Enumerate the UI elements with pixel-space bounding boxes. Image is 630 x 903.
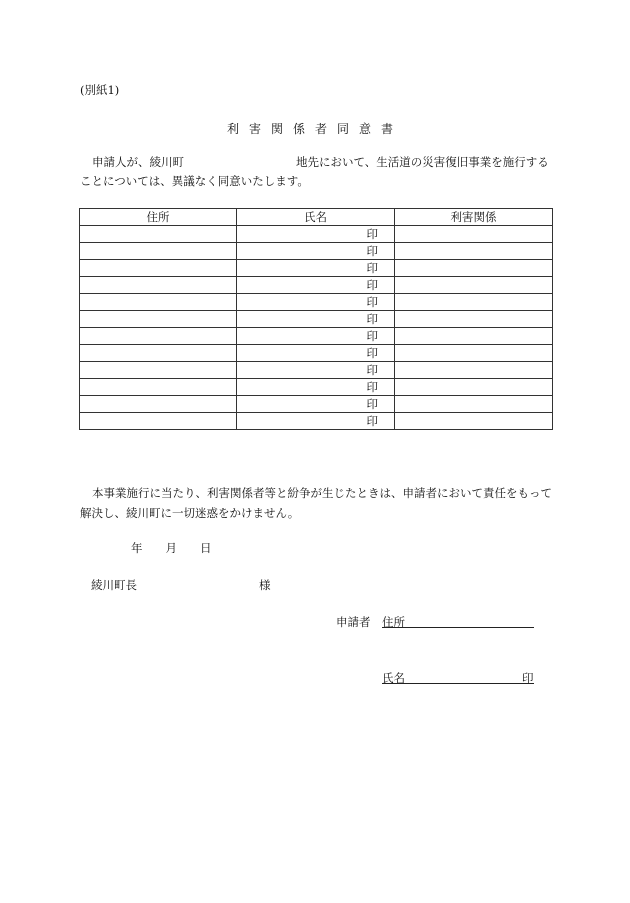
date-line <box>114 540 212 556</box>
document-title: 利害関係者同意書 <box>226 122 403 136</box>
table-row <box>80 379 553 396</box>
date-day: 日 <box>200 541 212 555</box>
address-cell[interactable] <box>80 413 237 430</box>
interest-cell[interactable] <box>395 345 553 362</box>
header-address: 住所 <box>80 209 237 226</box>
interest-cell[interactable] <box>395 311 553 328</box>
header-interest: 利害関係 <box>395 209 553 226</box>
table-row <box>80 362 553 379</box>
interest-cell[interactable] <box>395 396 553 413</box>
table-row <box>80 243 553 260</box>
address-cell[interactable] <box>80 243 237 260</box>
header-name: 氏名 <box>237 209 395 226</box>
name-cell[interactable]: 印 <box>237 379 395 396</box>
consent-text-start: 申請人が、綾川町 <box>92 155 184 169</box>
name-cell[interactable]: 印 <box>237 294 395 311</box>
interest-cell[interactable] <box>395 243 553 260</box>
applicant-address-field[interactable] <box>382 627 534 628</box>
date-month: 月 <box>165 541 177 555</box>
table-row <box>80 294 553 311</box>
address-cell[interactable] <box>80 311 237 328</box>
interest-cell[interactable] <box>395 379 553 396</box>
responsibility-text: 本事業施行に当たり、利害関係者等と紛争が生じたときは、申請者において責任をもって解決し、綾川町に一切迷惑をかけません。 <box>80 486 552 520</box>
responsibility-paragraph <box>80 483 555 523</box>
address-cell[interactable] <box>80 277 237 294</box>
applicant-name-label: 氏名 <box>382 671 405 685</box>
name-cell[interactable]: 印 <box>237 328 395 345</box>
applicant-address-label: 住所 <box>382 615 405 629</box>
table-row <box>80 311 553 328</box>
address-cell[interactable] <box>80 260 237 277</box>
appendix-label: (別紙1) <box>80 83 120 97</box>
applicant-label: 申請者 <box>336 615 371 629</box>
address-cell[interactable] <box>80 328 237 345</box>
interest-cell[interactable] <box>395 294 553 311</box>
address-cell[interactable] <box>80 379 237 396</box>
name-cell[interactable]: 印 <box>237 345 395 362</box>
addressee-mayor: 綾川町長 <box>91 578 137 592</box>
consent-text-end: 地先において、生活道の災害復旧事業を施行することについては、異議なく同意いたします。 <box>80 155 549 188</box>
table-header-row <box>80 209 553 226</box>
stakeholder-table <box>79 208 553 430</box>
addressee-line <box>91 577 271 593</box>
applicant-seal-mark: 印 <box>522 671 534 685</box>
interest-cell[interactable] <box>395 328 553 345</box>
address-cell[interactable] <box>80 362 237 379</box>
name-cell[interactable]: 印 <box>237 413 395 430</box>
address-cell[interactable] <box>80 226 237 243</box>
address-cell[interactable] <box>80 294 237 311</box>
table-row <box>80 277 553 294</box>
table-row <box>80 226 553 243</box>
name-cell[interactable]: 印 <box>237 260 395 277</box>
address-cell[interactable] <box>80 345 237 362</box>
name-cell[interactable]: 印 <box>237 243 395 260</box>
name-cell[interactable]: 印 <box>237 396 395 413</box>
table-row <box>80 260 553 277</box>
interest-cell[interactable] <box>395 226 553 243</box>
name-cell[interactable]: 印 <box>237 362 395 379</box>
applicant-name-field[interactable] <box>382 683 534 684</box>
address-cell[interactable] <box>80 396 237 413</box>
table-row <box>80 345 553 362</box>
interest-cell[interactable] <box>395 413 553 430</box>
name-cell[interactable]: 印 <box>237 226 395 243</box>
table-row <box>80 396 553 413</box>
consent-paragraph <box>80 153 555 191</box>
table-row <box>80 413 553 430</box>
name-cell[interactable]: 印 <box>237 277 395 294</box>
interest-cell[interactable] <box>395 277 553 294</box>
addressee-honorific: 様 <box>259 578 271 592</box>
name-cell[interactable]: 印 <box>237 311 395 328</box>
date-year: 年 <box>131 541 143 555</box>
table-row <box>80 328 553 345</box>
interest-cell[interactable] <box>395 260 553 277</box>
interest-cell[interactable] <box>395 362 553 379</box>
